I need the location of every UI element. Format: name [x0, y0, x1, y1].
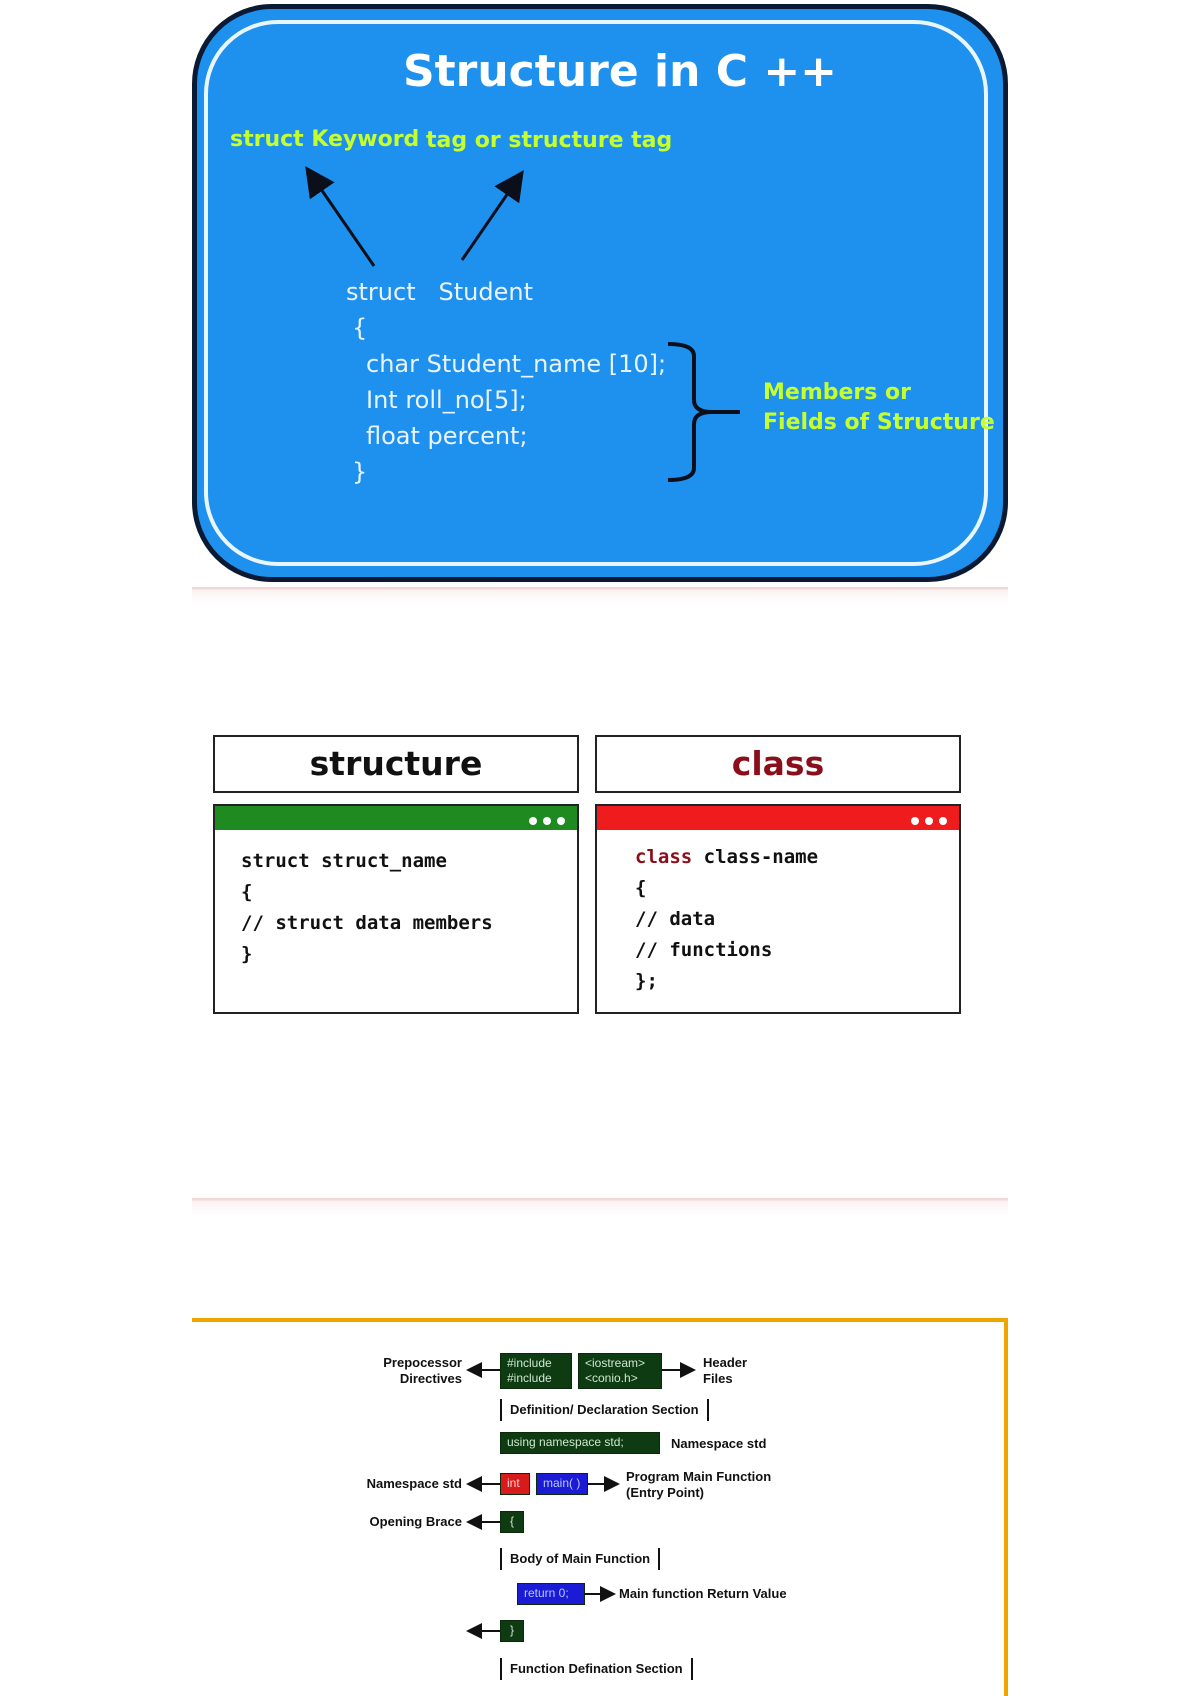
include-line: #include [507, 1371, 552, 1385]
header-line: <conio.h> [585, 1371, 638, 1385]
label-line: Files [703, 1371, 733, 1386]
main-box: main( ) [536, 1473, 588, 1495]
code-line: struct struct_name [241, 850, 447, 872]
label-line: Prepocessor [383, 1355, 462, 1370]
members-label-line2: Fields of Structure [763, 410, 995, 435]
code-line: }; [635, 970, 658, 992]
header-files-label [703, 1355, 747, 1387]
return-box: return 0; [517, 1583, 585, 1605]
structure-header: structure [213, 735, 579, 793]
namespace-std-label-left: Namespace std [366, 1476, 462, 1491]
code-member-3: float percent; [366, 422, 528, 450]
int-box: int [500, 1473, 530, 1495]
struct-keyword: struct [346, 278, 416, 306]
include-box [500, 1353, 572, 1389]
label-line: Header [703, 1355, 748, 1370]
label-line: Directives [399, 1371, 462, 1386]
code-close-brace: } [352, 458, 368, 486]
code-member-1: char Student_name [10]; [366, 350, 667, 378]
code-open-brace: { [352, 314, 368, 342]
class-name: class-name [703, 846, 819, 868]
code-line: // functions [635, 939, 773, 961]
code-line: // struct data members [241, 912, 493, 934]
include-line: #include [507, 1356, 552, 1370]
close-brace-box: } [500, 1620, 524, 1642]
open-brace-box: { [500, 1511, 524, 1533]
definition-section-label: Definition/ Declaration Section [500, 1399, 709, 1421]
label-line: (Entry Point) [626, 1485, 704, 1500]
opening-brace-label: Opening Brace [369, 1514, 462, 1529]
header-line: <iostream> [585, 1356, 646, 1370]
function-definition-label: Function Defination Section [500, 1658, 693, 1680]
struct-keyword-label: struct Keyword [230, 127, 420, 152]
return-value-label: Main function Return Value [619, 1586, 787, 1601]
class-keyword: class [635, 846, 693, 868]
panel-title: Structure in C ++ [402, 46, 838, 97]
code-line: { [635, 877, 647, 899]
label-line: Program Main Function [626, 1469, 772, 1484]
using-namespace-box: using namespace std; [500, 1432, 660, 1454]
body-of-main-label: Body of Main Function [500, 1548, 660, 1570]
struct-tag: Student [438, 278, 533, 306]
code-line: { [241, 881, 253, 903]
code-member-2: Int roll_no[5]; [366, 386, 527, 414]
preprocessor-label [362, 1355, 462, 1387]
namespace-std-label-right: Namespace std [671, 1436, 767, 1451]
header-box [578, 1353, 662, 1389]
code-line: // data [635, 908, 716, 930]
members-label-line1: Members or [763, 380, 911, 405]
code-line: } [241, 943, 253, 965]
main-function-label [626, 1469, 771, 1501]
structure-tag-label: tag or structure tag [426, 128, 673, 153]
class-header: class [595, 735, 961, 793]
